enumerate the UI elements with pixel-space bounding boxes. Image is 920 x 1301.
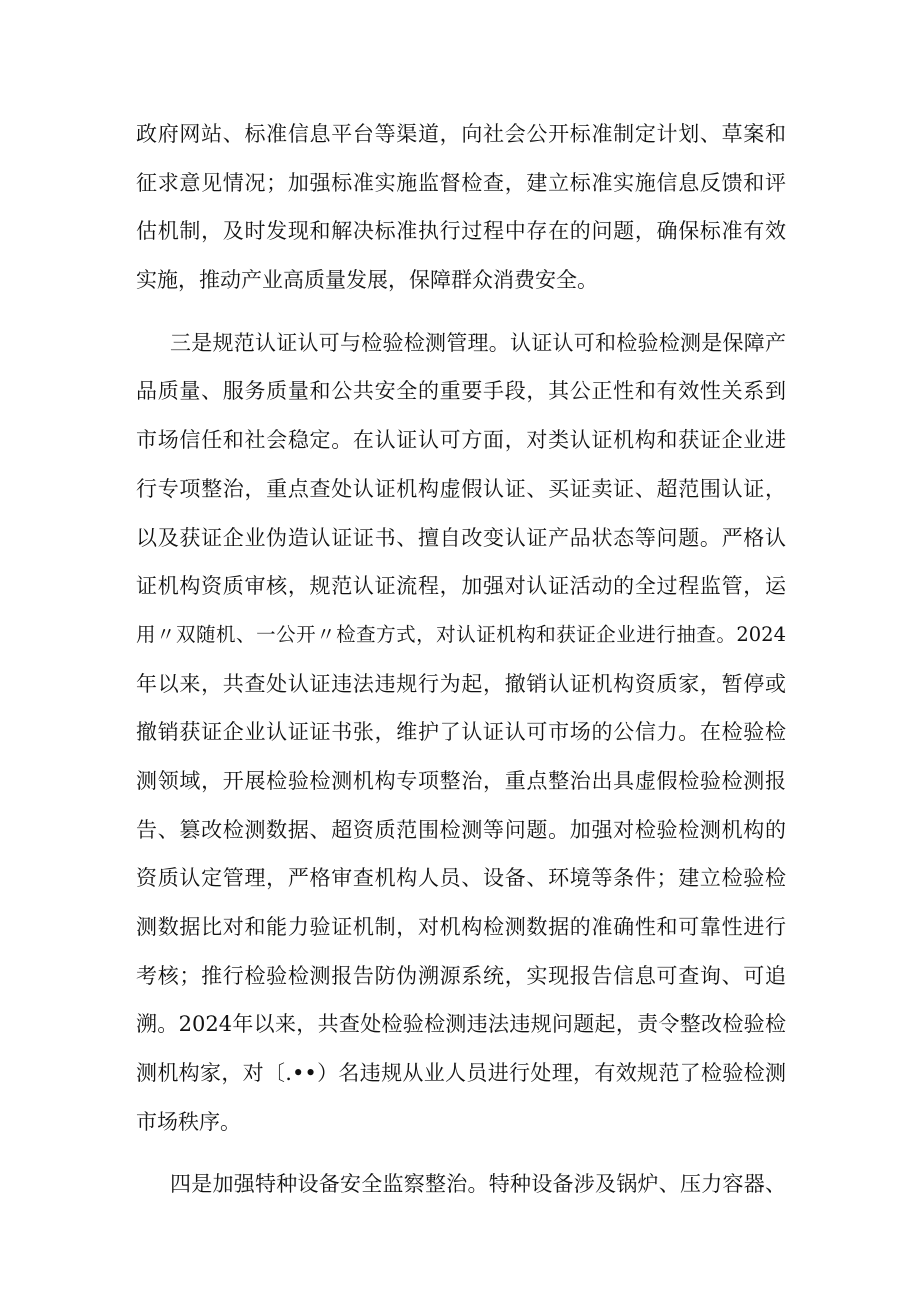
text-line: 年以来，共查处认证违法违规行为起，撤销认证机构资质家，暂停或 bbox=[136, 671, 786, 696]
text-line: 证机构资质审核，规范认证流程，加强对认证活动的全过程监管，运 bbox=[136, 574, 786, 599]
paragraph-spacer bbox=[136, 1146, 786, 1160]
text-line: 溯。2024年以来，共查处检验检测违法违规问题起，责令整改检验检 bbox=[136, 1012, 786, 1037]
paragraph-certification bbox=[136, 319, 786, 1147]
text-line: 品质量、服务质量和公共安全的重要手段，其公正性和有效性关系到 bbox=[136, 379, 786, 404]
text-line: 市场信任和社会稳定。在认证认可方面，对类认证机构和获证企业进 bbox=[136, 428, 786, 453]
text-line: 实施，推动产业高质量发展，保障群众消费安全。 bbox=[136, 268, 598, 293]
text-line: 告、篡改检测数据、超资质范围检测等问题。加强对检验检测机构的 bbox=[136, 817, 786, 842]
text-line: 估机制，及时发现和解决标准执行过程中存在的问题，确保标准有效 bbox=[136, 219, 786, 244]
text-line: 征求意见情况；加强标准实施监督检查，建立标准实施信息反馈和评 bbox=[136, 170, 786, 195]
text-line: 用〃双随机、一公开〃检查方式，对认证机构和获证企业进行抽查。2024 bbox=[136, 622, 786, 646]
text-line: 市场秩序。 bbox=[136, 1109, 241, 1134]
text-line: 三是规范认证认可与检验检测管理。认证认可和检验检测是保障产 bbox=[170, 330, 786, 355]
text-line: 行专项整治，重点查处认证机构虚假认证、买证卖证、超范围认证， bbox=[136, 476, 786, 501]
text-line: 政府网站、标准信息平台等渠道，向社会公开标准制定计划、草案和 bbox=[136, 122, 786, 146]
paragraph-special-equipment bbox=[136, 1160, 786, 1209]
text-line: 测数据比对和能力验证机制，对机构检测数据的准确性和可靠性进行 bbox=[136, 915, 786, 939]
text-line: 测领域，开展检验检测机构专项整治，重点整治出具虚假检验检测报 bbox=[136, 768, 786, 793]
text-line: 资质认定管理，严格审查机构人员、设备、环境等条件；建立检验检 bbox=[136, 866, 786, 891]
paragraph-spacer bbox=[136, 305, 786, 319]
text-line: 测机构家，对〔.••）名违规从业人员进行处理，有效规范了检验检测 bbox=[136, 1061, 786, 1086]
text-line: 四是加强特种设备安全监察整治。特种设备涉及锅炉、压力容器、 bbox=[170, 1172, 786, 1197]
paragraph-standards-continuation bbox=[136, 110, 786, 305]
body-text bbox=[136, 110, 786, 1209]
text-line: 以及获证企业伪造认证证书、擅自改变认证产品状态等问题。严格认 bbox=[136, 525, 786, 550]
text-line: 考核；推行检验检测报告防伪溯源系统，实现报告信息可查询、可追 bbox=[136, 963, 786, 988]
text-line: 撤销获证企业认证证书张，维护了认证认可市场的公信力。在检验检 bbox=[136, 720, 786, 745]
